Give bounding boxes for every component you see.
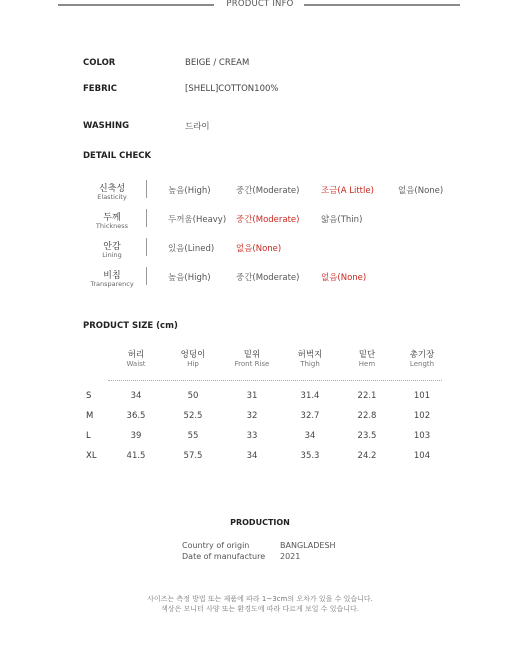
color-label: COLOR <box>83 58 116 68</box>
detail-row-label-en: Transparency <box>90 280 134 288</box>
size-row-label: S <box>86 391 92 401</box>
size-cell: 52.5 <box>183 411 203 421</box>
size-cell: 32 <box>246 411 258 421</box>
size-cell: 36.5 <box>126 411 146 421</box>
size-cell: 24.2 <box>357 451 377 461</box>
detail-row-label: 비침 <box>103 271 121 281</box>
fabric-label: FEBRIC <box>83 84 118 94</box>
origin-label: Country of origin <box>182 541 250 550</box>
detail-option: 있음(Lined) <box>168 244 215 254</box>
detail-option: 없음(None) <box>398 186 444 196</box>
size-cell: 33 <box>246 431 258 441</box>
size-note: 사이즈는 측정 방법 또는 제품에 따라 1~3cm의 오차가 있을 수 있습니다. <box>147 595 373 603</box>
size-col-header: 총기장 <box>409 350 435 360</box>
detail-row-divider <box>146 238 147 256</box>
detail-option: 높음(High) <box>168 186 211 196</box>
detail-option: 높음(High) <box>168 273 211 283</box>
detail-row-label-en: Thickness <box>95 222 129 230</box>
size-cell: 34 <box>246 451 258 461</box>
header-rule-right <box>304 4 460 6</box>
size-table-title: PRODUCT SIZE (cm) <box>83 321 178 331</box>
size-row-label: XL <box>86 451 97 461</box>
size-cell: 22.8 <box>357 411 377 421</box>
size-cell: 39 <box>130 431 142 441</box>
size-cell: 22.1 <box>357 391 377 401</box>
size-cell: 50 <box>187 391 199 401</box>
detail-row-divider <box>146 267 147 285</box>
size-col-header-en: Hip <box>187 360 199 368</box>
size-cell: 57.5 <box>183 451 203 461</box>
production-title: PRODUCTION <box>230 518 290 527</box>
size-col-header: 밑단 <box>358 350 376 360</box>
detail-option: 두꺼움(Heavy) <box>168 215 227 225</box>
size-col-header-en: Front Rise <box>234 360 270 368</box>
detail-option-selected: 중간(Moderate) <box>236 215 300 225</box>
detail-row-label: 두께 <box>103 213 121 223</box>
detail-option: 얇음(Thin) <box>321 215 363 225</box>
size-cell: 34 <box>304 431 316 441</box>
detail-row-label-en: Elasticity <box>97 193 127 201</box>
size-cell: 55 <box>187 431 199 441</box>
origin-value: BANGLADESH <box>280 541 336 550</box>
size-cell: 104 <box>413 451 431 461</box>
detail-option: 중간(Moderate) <box>236 273 300 283</box>
size-row-label: L <box>86 431 91 441</box>
detail-row-divider <box>146 180 147 198</box>
detail-check-title: DETAIL CHECK <box>83 151 152 161</box>
manufacture-date-label: Date of manufacture <box>182 552 266 561</box>
size-col-header-en: Thigh <box>300 360 320 368</box>
size-cell: 34 <box>130 391 142 401</box>
fabric-value: [SHELL]COTTON100% <box>185 84 279 94</box>
size-col-header-en: Waist <box>126 360 146 368</box>
color-note: 색상은 모니터 사양 또는 환경도에 따라 다르게 보일 수 있습니다. <box>160 605 360 613</box>
detail-row-divider <box>146 209 147 227</box>
detail-option-selected: 없음(None) <box>236 244 282 254</box>
size-col-header: 허리 <box>127 350 145 360</box>
size-cell: 102 <box>413 411 431 421</box>
size-cell: 101 <box>413 391 431 401</box>
color-value: BEIGE / CREAM <box>185 58 250 68</box>
washing-value: 드라이 <box>185 122 210 132</box>
size-col-header: 허벅지 <box>297 350 323 360</box>
size-col-header-en: Length <box>409 360 435 368</box>
size-cell: 35.3 <box>300 451 320 461</box>
washing-label: WASHING <box>83 121 130 131</box>
detail-row-label-en: Lining <box>102 251 122 259</box>
size-cell: 23.5 <box>357 431 377 441</box>
size-cell: 31.4 <box>300 391 320 401</box>
size-row-label: M <box>86 411 94 421</box>
detail-option-selected: 없음(None) <box>321 273 367 283</box>
detail-option: 중간(Moderate) <box>236 186 300 196</box>
manufacture-date-value: 2021 <box>280 552 301 561</box>
size-col-header: 엉덩이 <box>180 350 206 360</box>
page-title: PRODUCT INFO <box>226 0 294 9</box>
detail-row-label: 신축성 <box>98 184 126 194</box>
size-cell: 31 <box>246 391 258 401</box>
size-table-divider <box>108 380 442 381</box>
detail-row-label: 안감 <box>103 242 121 252</box>
size-cell: 103 <box>413 431 431 441</box>
size-cell: 32.7 <box>300 411 320 421</box>
size-col-header-en: Hem <box>358 360 376 368</box>
size-col-header: 밑위 <box>243 350 261 360</box>
size-cell: 41.5 <box>126 451 146 461</box>
detail-option-selected: 조금(A Little) <box>321 186 374 196</box>
